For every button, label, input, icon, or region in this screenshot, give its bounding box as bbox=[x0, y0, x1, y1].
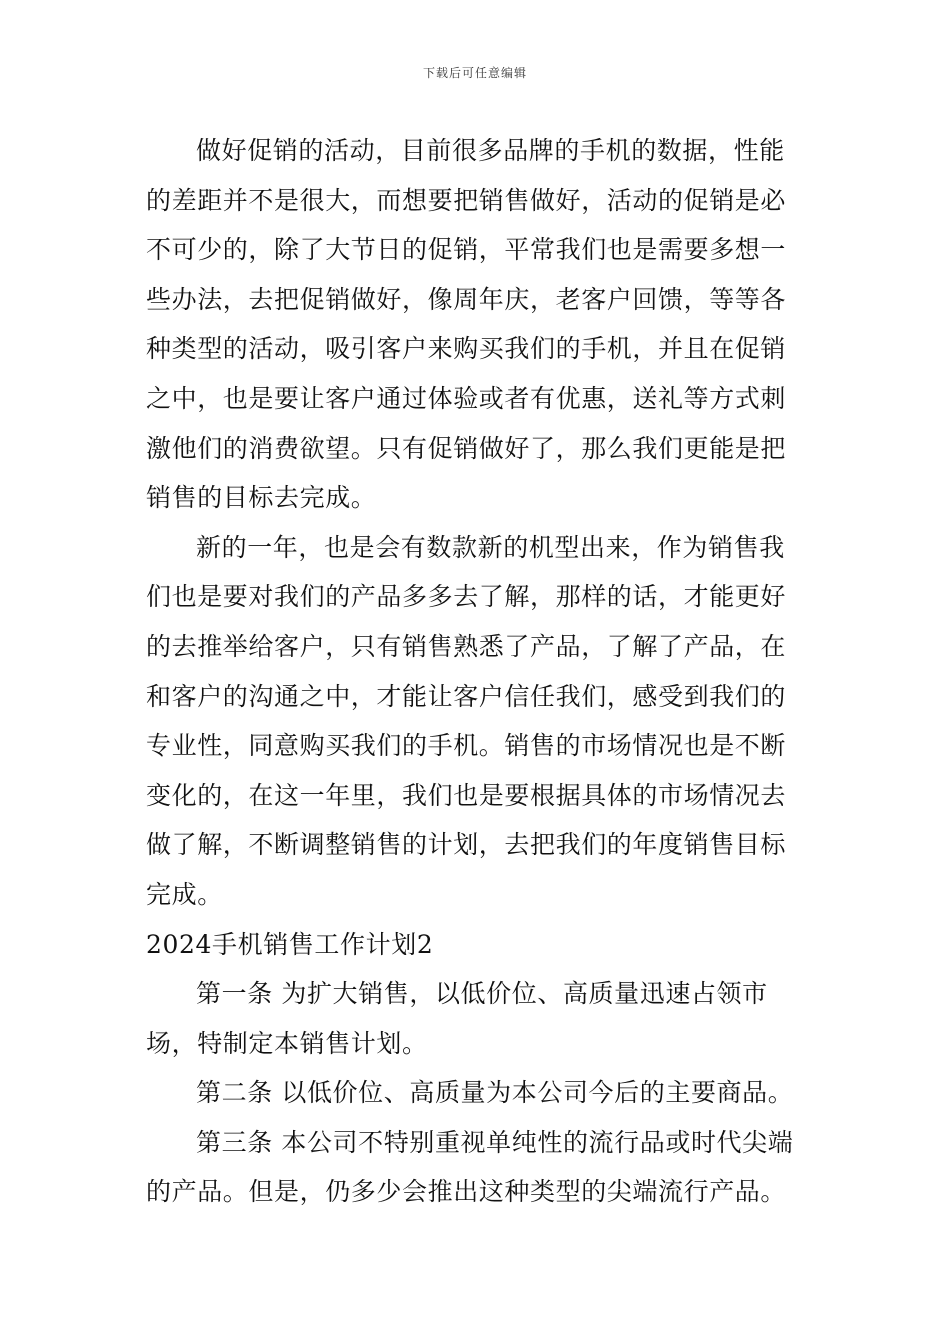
document-body bbox=[146, 126, 810, 1217]
article-1: 第一条 为扩大销售，以低价位、高质量迅速占领市场，特制定本销售计划。 bbox=[146, 979, 768, 1058]
header-note: 下载后可任意编辑 bbox=[422, 66, 527, 80]
article-3: 第三条 本公司不特别重视单纯性的流行品或时代尖端的产品。但是，仍多少会推出这种类型的尖端流行产品。 bbox=[146, 1127, 794, 1207]
article-2: 第二条 以低价位、高质量为本公司今后的主要商品。 bbox=[196, 1078, 794, 1108]
paragraph-promotion: 做好促销的活动，目前很多品牌的手机的数据，性能的差距并不是很大，而想要把销售做好，活动的促销是必不可少的，除了大节日的促销，平常我们也是需要多想一些办法，去把促销做好，像周年庆，老客户回馈，等等各种类型的活动，吸引客户来购买我们的手机，并且在促销之中，也是要让客户通过体验或者有优惠，送礼等方式刺激他们的消费欲望。只有促销做好了，那么我们更能是把销售的目标去完成。 bbox=[146, 136, 787, 513]
paragraph-new-models: 新的一年，也是会有数款新的机型出来，作为销售我们也是要对我们的产品多多去了解，那样的话，才能更好的去推举给客户，只有销售熟悉了产品，了解了产品，在和客户的沟通之中，才能让客户信任我们，感受到我们的专业性，同意购买我们的手机。销售的市场情况也是不断变化的，在这一年里，我们也是要根据具体的市场情况去做了解，不断调整销售的计划，去把我们的年度销售目标完成。 bbox=[146, 532, 787, 909]
section-title: 2024手机销售工作计划2 bbox=[146, 929, 434, 959]
